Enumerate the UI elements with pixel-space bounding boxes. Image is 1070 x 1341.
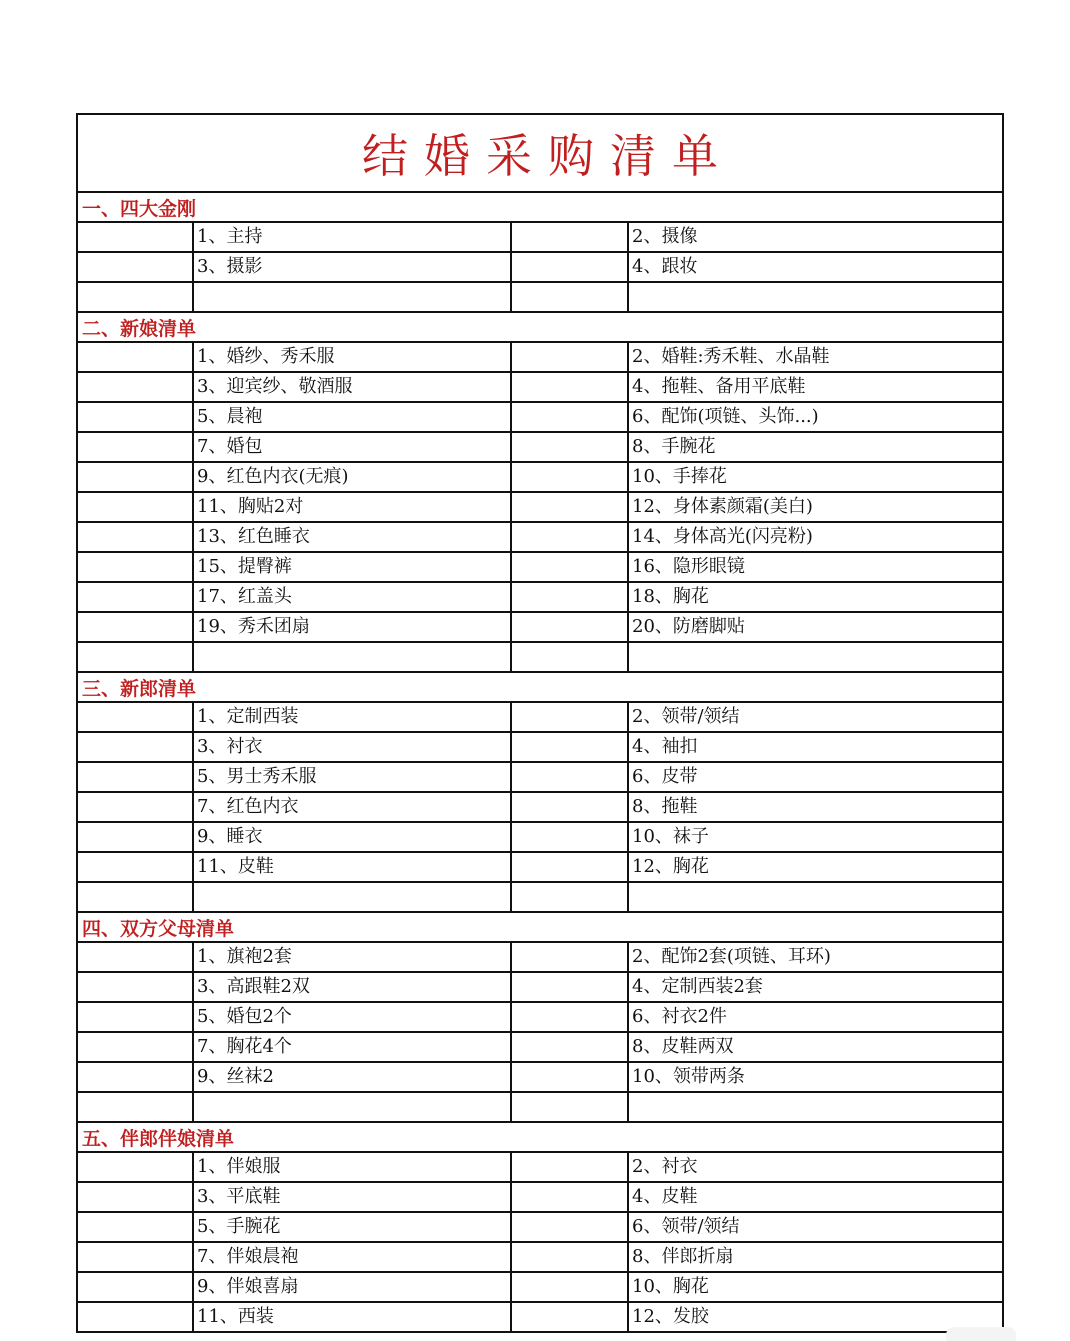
table-cell: [629, 1063, 1002, 1091]
table-cell: [512, 853, 629, 881]
table-cell: [512, 973, 629, 1001]
table-cell: [78, 1063, 194, 1091]
item-label: 9、睡衣: [197, 826, 263, 847]
section-heading-row: [78, 193, 1002, 223]
sections-container: [78, 193, 1002, 1333]
table-cell: [512, 433, 629, 461]
section-heading-row: [78, 913, 1002, 943]
table-cell: [194, 793, 512, 821]
table-cell: [194, 1213, 512, 1241]
table-cell: [78, 553, 194, 581]
table-cell: [78, 1153, 194, 1181]
section-heading-row: [78, 673, 1002, 703]
table-cell: [78, 1003, 194, 1031]
table-cell: [629, 553, 1002, 581]
table-cell: [629, 763, 1002, 791]
item-label: 1、婚纱、秀禾服: [197, 346, 335, 367]
item-label: 20、防磨脚贴: [632, 616, 745, 637]
table-cell: [629, 643, 1002, 671]
item-label: 2、婚鞋:秀禾鞋、水晶鞋: [632, 346, 830, 367]
item-label: 14、身体高光(闪亮粉): [632, 526, 813, 547]
table-cell: [194, 253, 512, 281]
item-label: 12、发胶: [632, 1306, 709, 1327]
table-cell: [629, 343, 1002, 371]
item-label: 7、红色内衣: [197, 796, 299, 817]
table-cell: [78, 583, 194, 611]
section-title: 五、伴郎伴娘清单: [82, 1127, 235, 1150]
table-cell: [194, 403, 512, 431]
table-cell: [629, 253, 1002, 281]
table-cell: [194, 823, 512, 851]
item-label: 11、皮鞋: [197, 856, 274, 877]
table-cell: [194, 1153, 512, 1181]
table-cell: [194, 433, 512, 461]
table-cell: [512, 1153, 629, 1181]
item-label: 1、旗袍2套: [197, 946, 292, 967]
table-cell: [78, 1033, 194, 1061]
table-cell: [194, 283, 512, 311]
table-cell: [512, 463, 629, 491]
item-label: 9、丝袜2: [197, 1066, 274, 1087]
table-cell: [194, 883, 512, 911]
table-row: [78, 943, 1002, 973]
table-cell: [512, 823, 629, 851]
table-cell: [629, 223, 1002, 251]
table-row: [78, 793, 1002, 823]
section-title: 四、双方父母清单: [82, 917, 235, 940]
item-label: 12、胸花: [632, 856, 709, 877]
item-label: 4、拖鞋、备用平底鞋: [632, 376, 806, 397]
table-cell: [512, 493, 629, 521]
item-label: 15、提臀裤: [197, 556, 292, 577]
item-label: 7、胸花4个: [197, 1036, 292, 1057]
item-label: 6、皮带: [632, 766, 698, 787]
table-cell: [512, 643, 629, 671]
table-cell: [78, 253, 194, 281]
table-cell: [78, 1213, 194, 1241]
table-cell: [78, 1273, 194, 1301]
item-label: 9、伴娘喜扇: [197, 1276, 299, 1297]
item-label: 3、平底鞋: [197, 1186, 281, 1207]
item-label: 10、胸花: [632, 1276, 709, 1297]
section-title: 二、新娘清单: [82, 317, 197, 340]
item-label: 2、配饰2套(项链、耳环): [632, 946, 831, 967]
table-cell: [629, 283, 1002, 311]
item-label: 19、秀禾团扇: [197, 616, 310, 637]
section-heading-row: [78, 313, 1002, 343]
item-label: 3、衬衣: [197, 736, 263, 757]
item-label: 16、隐形眼镜: [632, 556, 745, 577]
table-cell: [512, 373, 629, 401]
table-cell: [194, 553, 512, 581]
section-heading-row: [78, 1123, 1002, 1153]
table-cell: [78, 613, 194, 641]
table-cell: [194, 853, 512, 881]
table-cell: [629, 1033, 1002, 1061]
table-cell: [629, 853, 1002, 881]
table-cell: [512, 943, 629, 971]
table-cell: [629, 973, 1002, 1001]
table-row: [78, 283, 1002, 313]
table-cell: [78, 703, 194, 731]
table-row: [78, 763, 1002, 793]
table-cell: [78, 943, 194, 971]
table-cell: [629, 823, 1002, 851]
item-label: 5、手腕花: [197, 1216, 281, 1237]
table-row: [78, 613, 1002, 643]
item-label: 6、配饰(项链、头饰...): [632, 406, 819, 427]
table-row: [78, 343, 1002, 373]
table-cell: [78, 523, 194, 551]
table-cell: [629, 1303, 1002, 1331]
table-cell: [194, 943, 512, 971]
table-cell: [194, 1033, 512, 1061]
table-row: [78, 583, 1002, 613]
table-row: [78, 643, 1002, 673]
table-cell: [629, 1003, 1002, 1031]
table-cell: [194, 1183, 512, 1211]
table-row: [78, 223, 1002, 253]
item-label: 4、跟妆: [632, 256, 698, 277]
table-cell: [512, 283, 629, 311]
item-label: 8、拖鞋: [632, 796, 698, 817]
table-cell: [194, 223, 512, 251]
table-cell: [194, 493, 512, 521]
item-label: 10、领带两条: [632, 1066, 745, 1087]
table-cell: [629, 1183, 1002, 1211]
table-cell: [512, 553, 629, 581]
item-label: 2、摄像: [632, 226, 698, 247]
item-label: 10、袜子: [632, 826, 709, 847]
item-label: 9、红色内衣(无痕): [197, 466, 349, 487]
table-cell: [512, 1093, 629, 1121]
table-cell: [512, 1243, 629, 1271]
table-cell: [512, 223, 629, 251]
table-cell: [629, 733, 1002, 761]
table-row: [78, 1153, 1002, 1183]
table-cell: [629, 583, 1002, 611]
table-cell: [78, 973, 194, 1001]
item-label: 3、迎宾纱、敬酒服: [197, 376, 353, 397]
table-row: [78, 823, 1002, 853]
item-label: 8、伴郎折扇: [632, 1246, 734, 1267]
table-cell: [194, 343, 512, 371]
table-cell: [78, 223, 194, 251]
table-cell: [629, 373, 1002, 401]
table-cell: [194, 1243, 512, 1271]
table-cell: [512, 583, 629, 611]
item-label: 11、胸贴2对: [197, 496, 304, 517]
table-row: [78, 1303, 1002, 1333]
table-cell: [78, 793, 194, 821]
table-cell: [194, 373, 512, 401]
table-cell: [629, 403, 1002, 431]
item-label: 4、定制西装2套: [632, 976, 763, 997]
table-cell: [194, 1093, 512, 1121]
item-label: 1、定制西装: [197, 706, 299, 727]
item-label: 12、身体素颜霜(美白): [632, 496, 813, 517]
table-cell: [512, 253, 629, 281]
table-cell: [629, 523, 1002, 551]
item-label: 13、红色睡衣: [197, 526, 310, 547]
table-cell: [194, 643, 512, 671]
table-cell: [78, 853, 194, 881]
table-cell: [629, 1153, 1002, 1181]
item-label: 4、皮鞋: [632, 1186, 698, 1207]
table-cell: [629, 1273, 1002, 1301]
table-cell: [629, 463, 1002, 491]
item-label: 11、西装: [197, 1306, 274, 1327]
table-cell: [78, 733, 194, 761]
section-title: 三、新郎清单: [82, 677, 197, 700]
table-cell: [78, 283, 194, 311]
item-label: 5、婚包2个: [197, 1006, 292, 1027]
table-row: [78, 973, 1002, 1003]
table-row: [78, 403, 1002, 433]
table-cell: [78, 1243, 194, 1271]
table-cell: [629, 793, 1002, 821]
table-row: [78, 553, 1002, 583]
table-cell: [512, 793, 629, 821]
item-label: 17、红盖头: [197, 586, 292, 607]
table-cell: [78, 343, 194, 371]
item-label: 6、领带/领结: [632, 1216, 740, 1237]
table-cell: [194, 1273, 512, 1301]
item-label: 3、高跟鞋2双: [197, 976, 310, 997]
table-row: [78, 703, 1002, 733]
table-row: [78, 1183, 1002, 1213]
table-cell: [194, 1063, 512, 1091]
table-cell: [512, 1063, 629, 1091]
section-title: 一、四大金刚: [82, 197, 197, 220]
item-label: 3、摄影: [197, 256, 263, 277]
table-row: [78, 433, 1002, 463]
table-row: [78, 1213, 1002, 1243]
table-cell: [512, 733, 629, 761]
table-cell: [629, 433, 1002, 461]
table-row: [78, 1273, 1002, 1303]
shopping-list-table: [76, 113, 1004, 1333]
table-cell: [629, 883, 1002, 911]
table-cell: [78, 823, 194, 851]
table-cell: [629, 943, 1002, 971]
table-cell: [194, 613, 512, 641]
table-cell: [512, 703, 629, 731]
title-row: [78, 115, 1002, 193]
table-cell: [512, 1273, 629, 1301]
table-cell: [194, 973, 512, 1001]
corner-watermark: [946, 1327, 1016, 1341]
table-cell: [512, 523, 629, 551]
table-cell: [512, 343, 629, 371]
table-cell: [512, 883, 629, 911]
item-label: 6、衬衣2件: [632, 1006, 727, 1027]
table-cell: [194, 763, 512, 791]
table-cell: [194, 583, 512, 611]
table-cell: [629, 613, 1002, 641]
table-cell: [78, 463, 194, 491]
table-cell: [194, 733, 512, 761]
table-row: [78, 733, 1002, 763]
item-label: 1、主持: [197, 226, 263, 247]
table-row: [78, 253, 1002, 283]
table-row: [78, 493, 1002, 523]
table-cell: [512, 613, 629, 641]
item-label: 2、衬衣: [632, 1156, 698, 1177]
item-label: 7、伴娘晨袍: [197, 1246, 299, 1267]
table-cell: [194, 703, 512, 731]
table-cell: [629, 1213, 1002, 1241]
table-cell: [512, 1183, 629, 1211]
table-cell: [78, 1303, 194, 1331]
item-label: 8、手腕花: [632, 436, 716, 457]
table-cell: [78, 1093, 194, 1121]
table-cell: [629, 493, 1002, 521]
table-cell: [194, 1303, 512, 1331]
table-row: [78, 1033, 1002, 1063]
item-label: 7、婚包: [197, 436, 263, 457]
table-cell: [78, 493, 194, 521]
table-cell: [512, 763, 629, 791]
table-cell: [512, 1033, 629, 1061]
item-label: 10、手捧花: [632, 466, 727, 487]
item-label: 4、袖扣: [632, 736, 698, 757]
table-cell: [78, 643, 194, 671]
table-cell: [629, 1243, 1002, 1271]
table-row: [78, 523, 1002, 553]
table-row: [78, 1063, 1002, 1093]
item-label: 18、胸花: [632, 586, 709, 607]
table-cell: [78, 1183, 194, 1211]
table-cell: [512, 1003, 629, 1031]
table-cell: [194, 1003, 512, 1031]
table-cell: [78, 883, 194, 911]
table-row: [78, 1093, 1002, 1123]
table-row: [78, 1243, 1002, 1273]
item-label: 2、领带/领结: [632, 706, 740, 727]
table-cell: [629, 1093, 1002, 1121]
table-row: [78, 853, 1002, 883]
table-cell: [512, 1303, 629, 1331]
table-cell: [512, 1213, 629, 1241]
item-label: 8、皮鞋两双: [632, 1036, 734, 1057]
table-cell: [194, 463, 512, 491]
table-cell: [78, 763, 194, 791]
table-cell: [78, 373, 194, 401]
table-cell: [512, 403, 629, 431]
page-title: 结婚采购清单: [362, 129, 734, 183]
table-cell: [629, 703, 1002, 731]
table-row: [78, 883, 1002, 913]
table-row: [78, 463, 1002, 493]
table-row: [78, 373, 1002, 403]
table-cell: [78, 403, 194, 431]
table-cell: [78, 433, 194, 461]
item-label: 5、男士秀禾服: [197, 766, 317, 787]
item-label: 1、伴娘服: [197, 1156, 281, 1177]
table-cell: [194, 523, 512, 551]
table-row: [78, 1003, 1002, 1033]
item-label: 5、晨袍: [197, 406, 263, 427]
